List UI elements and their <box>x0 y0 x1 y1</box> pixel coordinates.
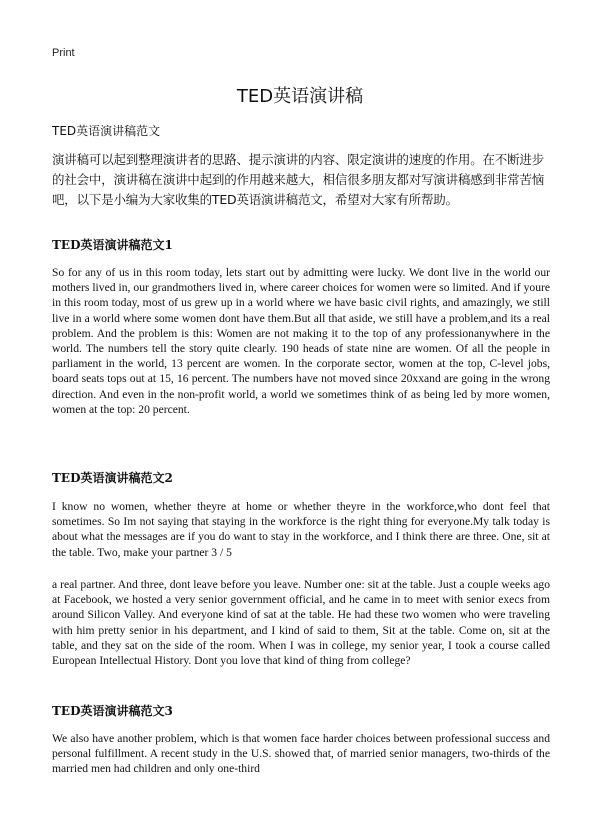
section-heading-1: TED英语演讲稿范文1 <box>52 238 173 252</box>
section-paragraph-1: So for any of us in this room today, lets start out by admitting were lucky. We dont live in the world our mothers lived in, our grandmothers lived in, where career choices for women were so limited. And if youre in this room today, most of us grew up in a world where we have basic civil rights, and amazingly, we still live in a world where some women dont have them.But all that aside, we still have a problem,and its a real problem. And the problem is this: Women are not making it to the top of any professionanywhere in the world. The numbers tell the story quite clearly. 190 heads of state nine are women. Of all the people in parliament in the world, 13 percent are women. In the corporate sector, women at the top, C-level jobs, board seats tops out at 15, 16 percent. The numbers have not moved since 20xxand are going in the wrong direction. And even in the non-profit world, a world we sometimes think of as being led by more women, women at the top: 20 percent. <box>52 266 550 416</box>
document-subtitle: TED英语演讲稿范文 <box>52 124 161 138</box>
section-heading-3: TED英语演讲稿范文3 <box>52 704 173 718</box>
section-paragraph-3: We also have another problem, which is that women face harder choices between professional success and personal fulfillment. A recent study in the U.S. showed that, of married senior managers, two-thirds of the married men had children and only one-third <box>52 732 550 776</box>
print-link[interactable]: Print <box>52 47 75 59</box>
section-paragraph-2b: a real partner. And three, dont leave before you leave. Number one: sit at the table. Just a couple weeks ago at Facebook, we hosted a very senior government official, and he came in to meet with senior execs from around Silicon Valley. And everyone kind of sat at the table. He had these two women who were traveling with him pretty senior in his department, and I kind of said to them, Sit at the table. Come on, sit at the table, and they sat on the side of the room. When I was in college, my senior year, I took a course called European Intellectual History. Dont you love that kind of thing from college? <box>52 578 550 668</box>
intro-paragraph: 演讲稿可以起到整理演讲者的思路、提示演讲的内容、限定演讲的速度的作用。在不断进步的社会中，演讲稿在演讲中起到的作用越来越大，相信很多朋友都对写演讲稿感到非常苦恼吧，以下是小编为大家收集的TED英语演讲稿范文，希望对大家有所帮助。 <box>52 152 545 207</box>
section-paragraph-2: I know no women, whether theyre at home or whether theyre in the workforce,who dont feel that sometimes. So Im not saying that staying in the workforce is the right thing for everyone.My talk today is about what the messages are if you do want to stay in the workforce, and I think there are three. One, sit at the table. Two, make your partner 3 / 5 <box>52 500 550 559</box>
section-heading-2: TED英语演讲稿范文2 <box>52 471 173 485</box>
page-title: TED英语演讲稿 <box>236 86 364 107</box>
